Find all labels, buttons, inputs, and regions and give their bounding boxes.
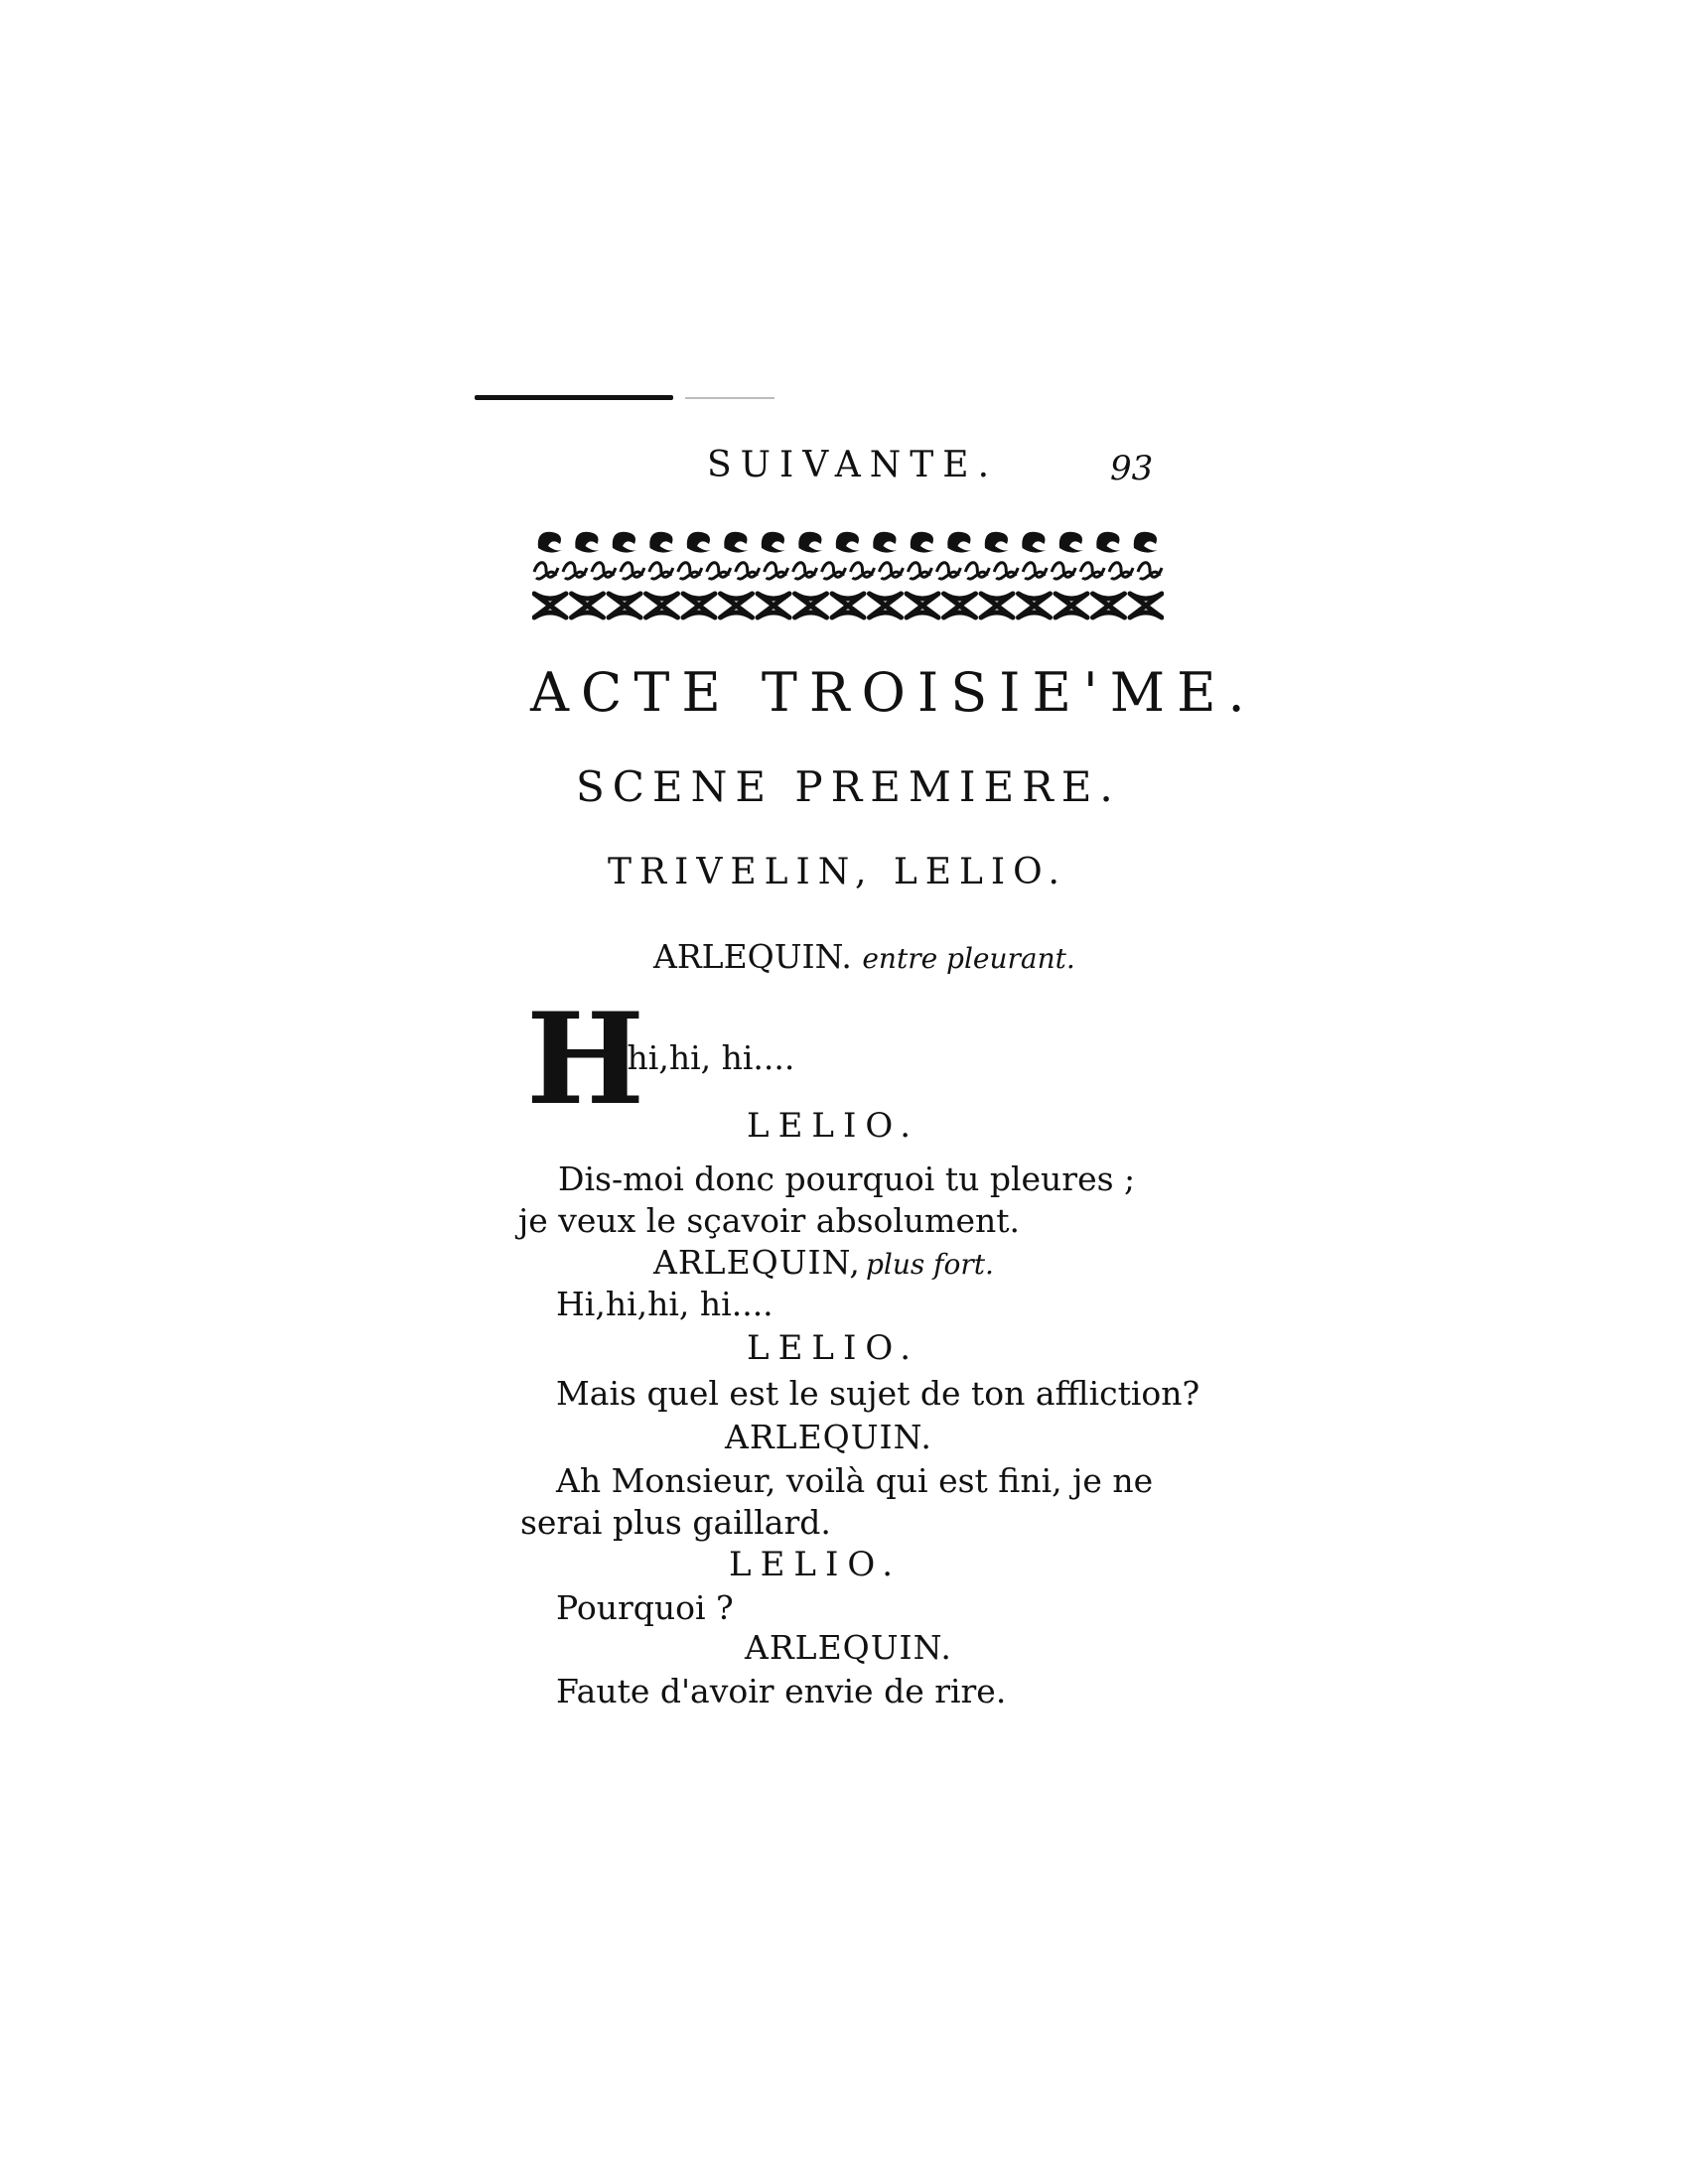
ornament-knot [832,594,864,617]
speaker-name: ARLEQUIN. [653,937,852,976]
ornament-scroll [793,563,817,579]
ornament-scroll [678,563,702,579]
ornament-knot [981,594,1013,617]
ornament-leaf [724,532,748,553]
ornament-knot [572,594,604,617]
ornament-scroll [534,563,558,579]
speech-line: Mais quel est le sujet de ton affliction? [556,1374,1200,1413]
speaker-name: ARLEQUIN. [725,1418,932,1456]
ornament-scroll [736,563,760,579]
ornament-leaf [575,532,599,553]
ornament-leaf [762,532,785,553]
ornament-knot [683,594,715,617]
ornament-leaf [1096,532,1120,553]
opening-speaker-line [653,937,1075,976]
ornament-leaf [1059,532,1083,553]
ornament-knot [721,594,753,617]
ornament-knot [870,594,902,617]
ornament-leaf [687,532,711,553]
ornament-knot [1130,594,1162,617]
ornament-leaf [911,532,934,553]
top-rule [475,395,673,400]
speaker-name: ARLEQUIN. [745,1628,952,1667]
speaker-name: LELIO. [729,1545,903,1584]
speech-line: Dis-moi donc pourquoi tu pleures ; [558,1160,1136,1198]
speech-line: serai plus gaillard. [520,1503,831,1542]
ornament-scroll [649,563,673,579]
top-rule-trace [685,397,774,399]
ornament-scroll [592,563,616,579]
ornament-knot [944,594,976,617]
ornament-leaf [985,532,1009,553]
ornament-knot [758,594,789,617]
ornament-scroll [936,563,960,579]
speech-line: je veux le sçavoir absolument. [518,1201,1021,1240]
speaker-name: LELIO. [747,1106,920,1146]
ornament-scroll [965,563,989,579]
ornament-scroll [850,563,874,579]
ornament-scroll [707,563,731,579]
ornament-scroll [879,563,903,579]
speech-line: Ah Monsieur, voilà qui est fini, je ne [556,1461,1154,1500]
ornament-knot [907,594,938,617]
ornament-leaf [836,532,860,553]
ornament-scroll [1052,563,1075,579]
scene-title: SCENE PREMIERE. [576,762,1121,811]
ornament-scroll [1080,563,1104,579]
ornament-leaf [947,532,971,553]
ornament-knot [646,594,678,617]
ornament-leaf [798,532,822,553]
stage-direction: plus fort. [865,1248,994,1281]
ornament-leaf [873,532,897,553]
ornament-knot [795,594,827,617]
speaker-line [653,1243,994,1282]
ornament-scroll [822,563,846,579]
page-number: 93 [1110,449,1154,488]
ornament-scroll [994,563,1018,579]
speaker-name: ARLEQUIN, [653,1243,861,1282]
ornament-row-scrolls [534,563,1162,579]
ornament-row-leaves [538,532,1158,553]
ornament-knot [1055,594,1087,617]
ornament-scroll [621,563,644,579]
ornament-scroll [908,563,931,579]
speech-line: Pourquoi ? [556,1588,734,1627]
ornament-knot [609,594,640,617]
ornament-leaf [1134,532,1158,553]
ornament-scroll [1138,563,1162,579]
ornament-leaf [649,532,673,553]
speech-line: Faute d'avoir envie de rire. [556,1672,1007,1710]
stage-direction: entre pleurant. [862,942,1075,975]
ornament-leaf [1022,532,1046,553]
printers-ornament-band [532,524,1164,623]
ornament-scroll [1023,563,1047,579]
ornament-row-knots [534,594,1162,617]
characters-list: TRIVELIN, LELIO. [608,852,1067,892]
speech-line: Hi,hi,hi, hi.... [556,1285,774,1323]
ornament-scroll [1109,563,1133,579]
ornament-leaf [613,532,636,553]
act-title: ACTE TROISIE'ME. [530,661,1257,724]
ornament-leaf [538,532,562,553]
ornament-scroll [563,563,587,579]
ornament-knot [1093,594,1125,617]
opening-speech: I,hi,hi, hi.... [604,1038,795,1077]
speaker-name: LELIO. [747,1328,920,1368]
drop-cap: H [526,986,645,1133]
ornament-knot [534,594,566,617]
ornament-knot [1019,594,1051,617]
running-head: SUIVANTE. [707,445,999,485]
ornament-scroll [765,563,788,579]
